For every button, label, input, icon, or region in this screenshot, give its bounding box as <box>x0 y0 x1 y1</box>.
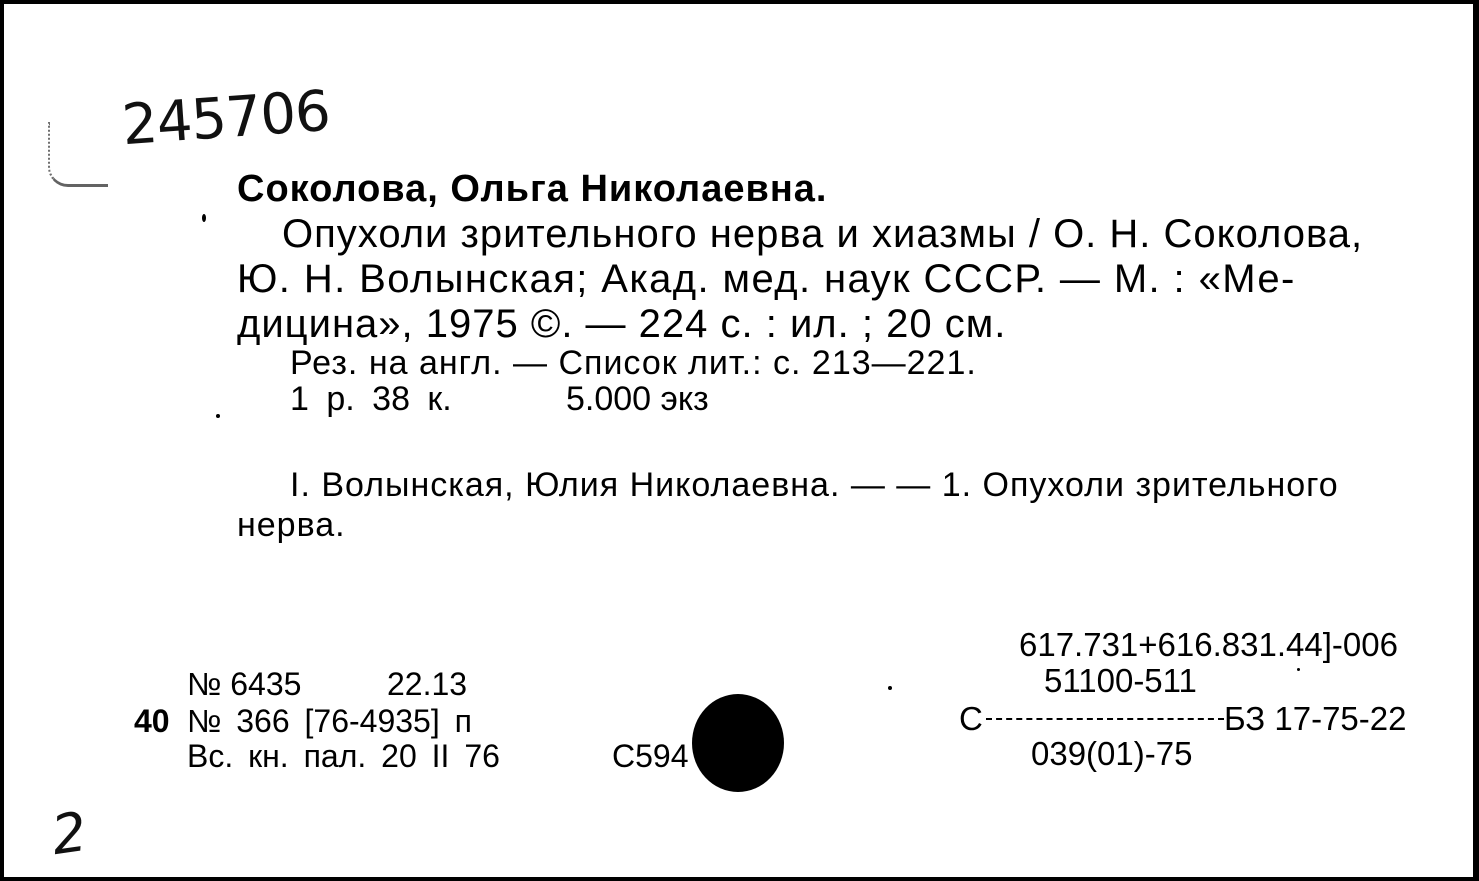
copies: 5.000 экз <box>566 380 709 418</box>
title-line-3: дицина», 1975 ©. — 224 с. : ил. ; 20 см. <box>237 302 1007 346</box>
stamp-mark <box>48 122 108 187</box>
tracings-line-2: нерва. <box>237 506 346 544</box>
speck <box>888 686 892 690</box>
footer-number: № 6435 <box>187 666 302 702</box>
bbk-fraction-line <box>986 718 1224 720</box>
inventory-number: 245706 <box>119 78 332 159</box>
handwritten-mark: 2 <box>47 799 91 868</box>
footer-prefix: 40 <box>134 703 170 739</box>
footer-order: № 366 [76-4935] п <box>187 703 472 739</box>
footer-code: С594 <box>612 738 689 774</box>
title-line-1: Опухоли зрительного нерва и хиазмы / О. Н. Соколова, <box>282 212 1364 256</box>
footer-chamber: Вс. кн. пал. 20 II 76 <box>187 738 500 774</box>
price: 1 р. 38 к. <box>290 380 452 418</box>
bbk-top: 51100-511 <box>1044 662 1197 699</box>
tracings-line-1: I. Волынская, Юлия Николаевна. — — 1. Опухоли зрительного <box>290 466 1339 504</box>
speck <box>1297 668 1300 671</box>
notes-line: Рез. на англ. — Список лит.: с. 213—221. <box>290 344 977 382</box>
speck <box>216 414 220 418</box>
punch-hole <box>692 694 784 792</box>
bbk-left: С <box>959 700 983 737</box>
footer-date-code: 22.13 <box>387 666 468 702</box>
bbk-bottom: 039(01)-75 <box>1031 735 1193 772</box>
udc-index: 617.731+616.831.44]-006 <box>1019 626 1398 663</box>
title-line-2: Ю. Н. Волынская; Акад. мед. наук СССР. — М. : «Ме- <box>237 257 1296 301</box>
speck <box>202 214 206 222</box>
author-heading: Соколова, Ольга Николаевна. <box>237 168 828 210</box>
bbk-right: БЗ 17-75-22 <box>1224 700 1407 737</box>
